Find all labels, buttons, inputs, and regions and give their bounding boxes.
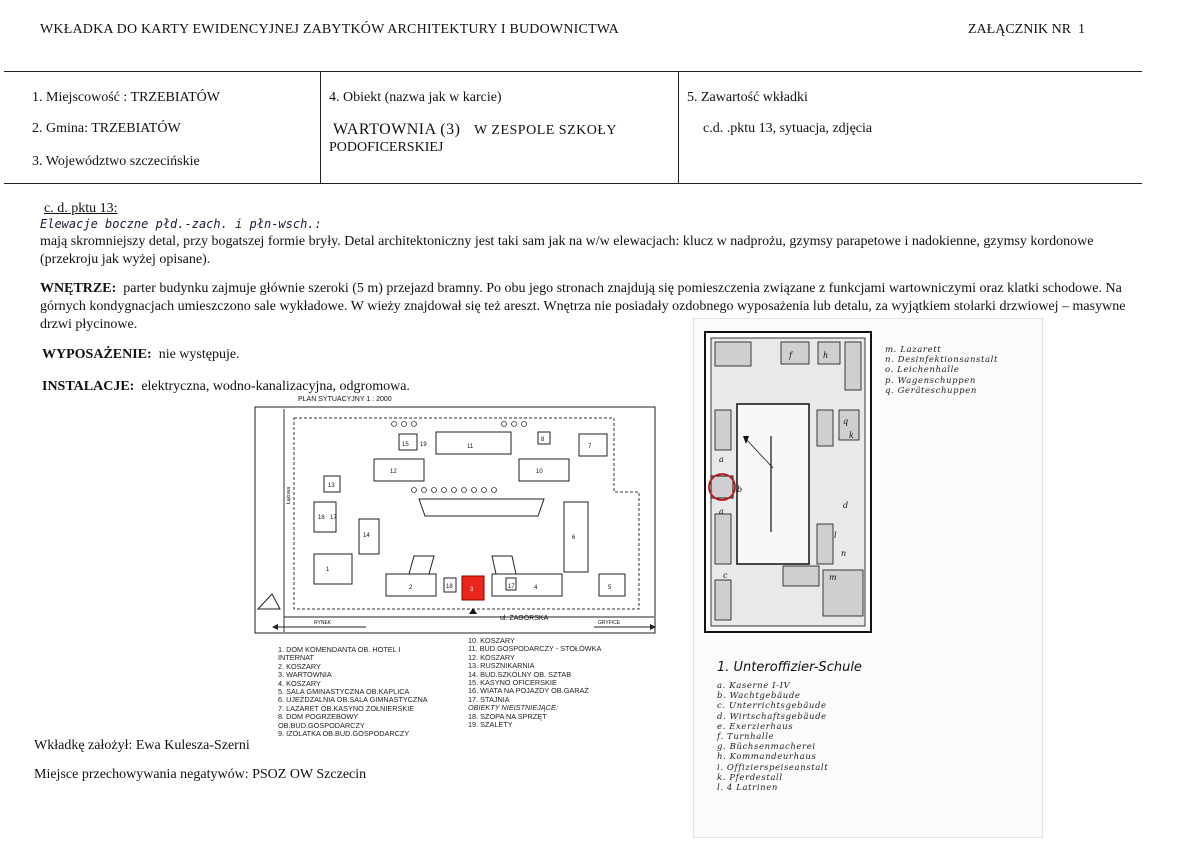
arrow-left-label: RYNEK — [314, 620, 332, 626]
svg-text:13: 13 — [328, 483, 335, 489]
plan-title: PLAN SYTUACYJNY 1 : 2000 — [298, 396, 392, 403]
paragraph-interior: WNĘTRZE: parter budynku zajmuje głównie szeroki (5 m) przejazd bramny. Po obu jego stronach znajdują się pomieszczenia związane z funkcjami wartowniczymi oraz klatki schodowe. Na górnych kondygnacjach umieszczono sale wykładowe. W wieży znajdował się też areszt. Wnętrza nie posiadały ozdobnego wyposażenia lub detalu, za wyjątkiem stolarki drzwiowej – masywne drzwi płycinowe. — [40, 281, 1126, 332]
svg-text:19: 19 — [420, 442, 427, 448]
negatives-location: Miejsce przechowywania negatywów: PSOZ OW Szczecin — [34, 767, 367, 782]
object-name-line2: PODOFICERSKIEJ — [329, 140, 444, 155]
svg-text:m: m — [829, 573, 837, 582]
equipment-line: WYPOSAŻENIE: nie występuje. — [42, 347, 240, 362]
attachment-number: 1 — [1078, 22, 1086, 37]
contents-label: 5. Zawartość wkładki — [687, 90, 808, 105]
contents-value: c.d. .pktu 13, sytuacja, zdjęcia — [703, 121, 873, 136]
historic-map-title: 1. Unteroffizier-Schule — [717, 660, 862, 675]
handwritten-note: Elewacje boczne płd.-zach. i płn-wsch.: — [40, 217, 322, 231]
svg-text:5: 5 — [608, 585, 612, 591]
continuation-heading: c. d. pktu 13: — [44, 201, 118, 216]
plan-legend-left: 1. DOM KOMENDANTA OB. HOTEL I INTERNAT 2. KOSZARY 3. WARTOWNIA 4. KOSZARY 5. SALA GMINASTYCZNA OB.KAPLICA 6. UJEŻDZALNIA OB.SALA GIMNASTYCZNA 7. LAZARET OB.KASYNO ŻOŁNIERSKIE 8. DOM POGRZEBOWY OB.BUD.GOSPODARCZY 9. IZOLATKA OB.BUD.GOSPODARCZY — [278, 645, 428, 739]
svg-text:8: 8 — [541, 437, 545, 443]
arrow-right-label: GRYFICE — [598, 620, 621, 626]
svg-text:q: q — [843, 417, 849, 426]
paragraph-elevations: mają skromniejszy detal, przy bogatszej formie bryły. Detal architektoniczny jest taki sam jak na w/w elewacjach: klucz w nadprożu, gzymsy parapetowe i nadokienne, gzymsy kordonowe (przekroju jak wyżej opisane). — [40, 234, 1094, 267]
plan-legend-right: 10. KOSZARY 11. BUD.GOSPODARCZY - STOŁÓWKA 12. KOSZARY 13. RUSZNIKARNIA 14. BUD.SZKOLNY OB. SZTAB 15. KASYNO OFICERSKIE 16. WIATA NA POJAZDY OB.GARAŻ 17. STAJNIA OBIEKTY NIEISTNIEJĄCE: 18. SZOPA NA SPRZĘT 19. SZALETY — [468, 636, 602, 730]
fields-bottom-rule — [4, 183, 1142, 184]
commune-field: 2. Gmina: TRZEBIATÓW — [32, 121, 181, 136]
svg-text:7: 7 — [588, 444, 592, 450]
svg-text:d: d — [843, 501, 849, 510]
locality-field: 1. Miejscowość : TRZEBIATÓW — [32, 90, 220, 105]
historic-legend-bottom: a. Kaserne I-IV b. Wachtgebäude c. Unterrichtsgebäude d. Wirtschaftsgebäude e. Exerzierhaus f. Turnhalle g. Büchsenmacherei h. Kommandeurhaus i. Offizierspeiseanstalt k. Pferdestall l. 4 Latrinen — [717, 681, 829, 794]
svg-text:l: l — [834, 531, 837, 540]
side-street: Łąkowa — [286, 486, 292, 504]
historic-legend-top: m. Lazarett n. Desinfektionsanstalt o. Leichenhalle p. Wagenschuppen q. Geräteschuppen — [885, 345, 999, 396]
header-rule — [4, 71, 1142, 72]
voivodeship-field: 3. Województwo szczecińskie — [32, 154, 200, 169]
svg-text:17: 17 — [330, 515, 337, 521]
attachment-label: ZAŁĄCZNIK NR 1 — [968, 22, 1086, 37]
fields-divider-2 — [678, 71, 679, 183]
svg-text:11: 11 — [467, 444, 474, 450]
svg-text:2: 2 — [409, 585, 413, 591]
svg-text:6: 6 — [572, 535, 576, 541]
svg-text:15: 15 — [402, 442, 409, 448]
svg-text:17: 17 — [508, 584, 515, 590]
svg-text:c: c — [723, 571, 728, 580]
svg-text:14: 14 — [363, 533, 370, 539]
installations-line: INSTALACJE: elektryczna, wodno-kanalizacyjna, odgromowa. — [42, 379, 410, 394]
object-name: WARTOWNIA (3) W ZESPOLE SZKOŁY — [333, 121, 618, 138]
svg-text:a: a — [719, 507, 724, 516]
fields-divider-1 — [320, 71, 321, 183]
svg-text:1: 1 — [326, 567, 330, 573]
svg-text:10: 10 — [536, 469, 543, 475]
svg-text:b: b — [737, 485, 743, 494]
created-by: Wkładkę założył: Ewa Kulesza-Szerni — [34, 738, 250, 753]
site-plan-drawing — [254, 404, 658, 636]
object-label: 4. Obiekt (nazwa jak w karcie) — [329, 90, 502, 105]
svg-text:n: n — [841, 549, 847, 558]
svg-text:f: f — [789, 351, 792, 360]
svg-text:h: h — [823, 351, 829, 360]
svg-text:3: 3 — [470, 587, 474, 593]
svg-text:a: a — [719, 455, 724, 464]
svg-text:k: k — [849, 431, 854, 440]
svg-text:16: 16 — [318, 515, 325, 521]
street-name: ul. ZAGÓRSKA — [500, 615, 549, 622]
document-title: WKŁADKA DO KARTY EWIDENCYJNEJ ZABYTKÓW ARCHITEKTURY I BUDOWNICTWA — [40, 22, 619, 37]
svg-text:4: 4 — [534, 585, 538, 591]
svg-text:18: 18 — [446, 584, 453, 590]
svg-text:12: 12 — [390, 469, 397, 475]
